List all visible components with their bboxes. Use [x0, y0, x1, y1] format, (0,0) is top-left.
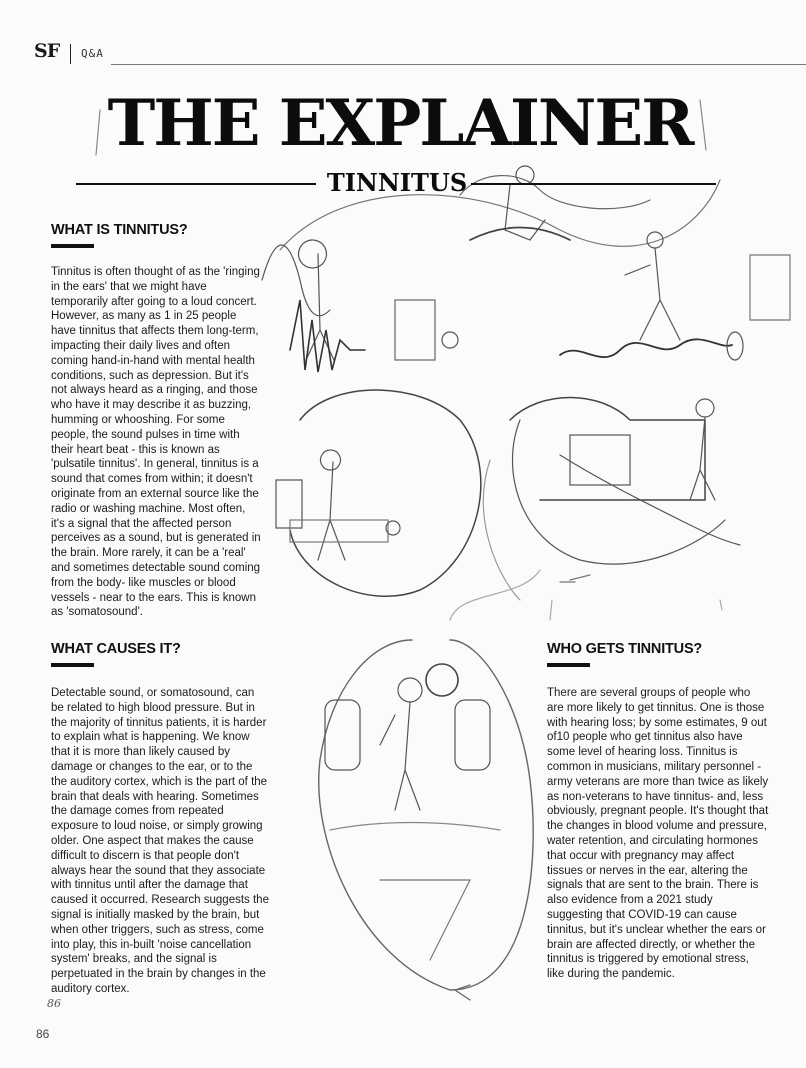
- page-number: 86: [36, 1027, 50, 1041]
- section-body-who: There are several groups of people who are more likely to get tinnitus. One is those with hearing loss; by some estimates, 9 out of10 people who get tinnitus also have some level of hearing loss. Tinnitus is common in musicians, military personnel - army veterans are more than twice as likely as non-veterans to have tinnitus- and, less obviously, pregnant people. It's thought that the changes in blood volume and pressure, water retention, and circulating hormones that occur with pregnancy may affect tissues or nerves in the ear, altering the signals that are sent to the brain. There is also evidence from a 2021 study suggesting that COVID-19 can cause tinnitus, but it's unclear whether the ears or brain are affected directly, or whether the tinnitus is triggered by emotional stress, like during the pandemic.: [547, 687, 769, 981]
- section-label: Q&A: [81, 47, 104, 60]
- section-body-causes: Detectable sound, or somatosound, can be related to high blood pressure. But in the majority of tinnitus patients, it is harder to explain what is happening. We know that it is more than likely caused by damage or changes to the ear, or to the the auditory cortex, which is the part of the brain that deals with hearing. Sometimes the damage comes from repeated exposure to loud noise, or simply growing older. One aspect that makes the cause difficult to discern is that people don't always hear the sound that they associate with tinnitus until after the damage that caused it occurred. Research suggests the signal is initially masked by the brain, but when other triggers, such as stress, come into play, this in-built 'noise cancellation system' breaks, and the signal is perpetuated in the brain by changes in the auditory cortex.: [51, 687, 269, 995]
- section-heading-causes: WHAT CAUSES IT?: [51, 641, 181, 657]
- heading-underline: [547, 663, 590, 667]
- masthead: [34, 40, 806, 70]
- section-body-what-is: Tinnitus is often thought of as the 'ringing in the ears' that we might have temporarily after going to a loud concert. However, as many as 1 in 25 people have tinnitus that affects them long-term, impacting their daily lives and often coming hand-in-hand with mental health conditions, such as depression. But it's not always heard as a ringing, and those who have it may describe it as buzzing, humming or whooshing. For some people, the sound pulses in time with their heart beat - this is known as 'pulsatile tinnitus'. In general, tinnitus is a sound that comes from within; it doesn't originate from an external source like the radio or washing machine. Most often, it's a signal that the affected person perceives as a sound, but is generated in the brain. More rarely, it can be a 'real' and sometimes detectable sound coming from the body- like muscles or blood vessels - near to the ears. This is known as 'somatosound'.: [51, 266, 261, 619]
- page-subtitle: TINNITUS: [326, 168, 468, 197]
- subtitle-row: [76, 168, 716, 198]
- subtitle-rule-right: [471, 183, 716, 185]
- subtitle-rule-left: [76, 183, 316, 185]
- heading-underline: [51, 244, 94, 248]
- section-heading-what-is: WHAT IS TINNITUS?: [51, 222, 188, 238]
- heading-underline: [51, 663, 94, 667]
- page-title: THE EXPLAINER: [107, 86, 693, 161]
- masthead-divider: [70, 44, 71, 64]
- masthead-rule: [111, 64, 806, 65]
- handwritten-page-mark: 86: [47, 997, 61, 1010]
- section-heading-who: WHO GETS TINNITUS?: [547, 641, 703, 657]
- magazine-logo: SF: [34, 40, 60, 62]
